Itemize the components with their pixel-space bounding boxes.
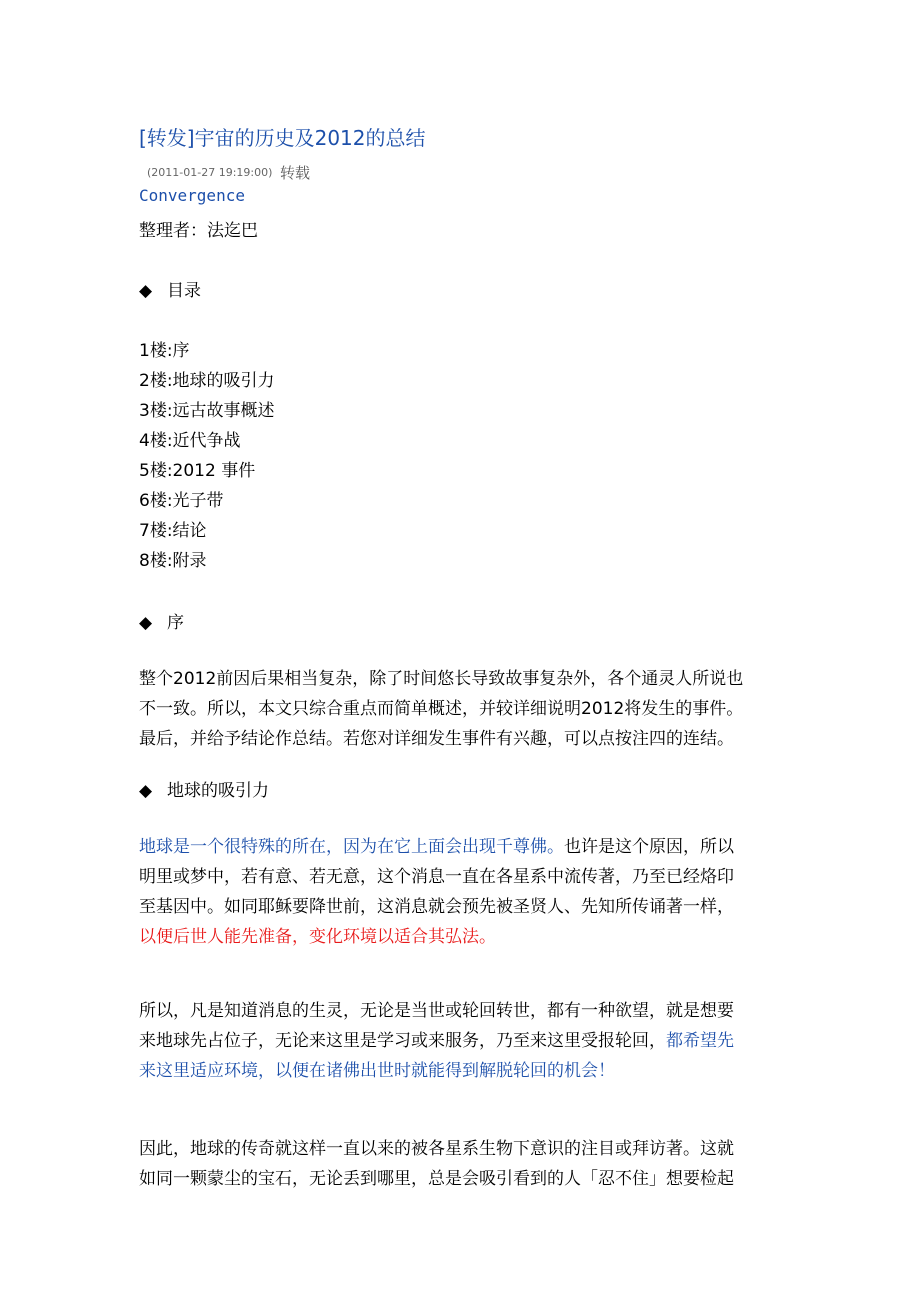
paragraph-line: 整个2012前因后果相当复杂，除了时间悠长导致故事复杂外，各个通灵人所说也 bbox=[139, 669, 744, 689]
preface-heading bbox=[139, 608, 184, 633]
gravity-paragraph-3 bbox=[139, 1134, 784, 1194]
highlight-blue-text: 来这里适应环境，以便在诸佛出世时就能得到解脱轮回的机会！ bbox=[139, 1061, 615, 1081]
highlight-blue-text: 地球是一个很特殊的所在，因为在它上面会出现千尊佛。 bbox=[139, 837, 564, 857]
paragraph-line bbox=[139, 832, 784, 862]
toc-item: 7楼:结论 bbox=[139, 521, 207, 541]
paragraph-line: 至基因中。如同耶稣要降世前，这消息就会预先被圣贤人、先知所传诵著一样， bbox=[139, 897, 734, 917]
table-of-contents bbox=[139, 336, 275, 576]
paragraph-line: 因此，地球的传奇就这样一直以来的被各星系生物下意识的注目或拜访著。这就 bbox=[139, 1139, 734, 1159]
paragraph-line: 如同一颗蒙尘的宝石，无论丢到哪里，总是会吸引看到的人「忍不住」想要检起 bbox=[139, 1169, 734, 1189]
toc-heading bbox=[139, 276, 201, 301]
post-date: (2011-01-27 19:19:00) bbox=[147, 166, 273, 179]
paragraph-text: 也许是这个原因，所以 bbox=[564, 837, 734, 857]
gravity-heading-label: 地球的吸引力 bbox=[167, 781, 269, 801]
gravity-paragraph-2 bbox=[139, 996, 784, 1086]
toc-item: 5楼:2012 事件 bbox=[139, 461, 256, 481]
diamond-bullet-icon: ◆ bbox=[139, 281, 153, 301]
gravity-heading bbox=[139, 776, 269, 801]
preface-heading-label: 序 bbox=[167, 613, 184, 633]
toc-item: 8楼:附录 bbox=[139, 551, 207, 571]
article-title: [转发]宇宙的历史及2012的总结 bbox=[139, 126, 426, 150]
preface-paragraph bbox=[139, 664, 784, 754]
diamond-bullet-icon: ◆ bbox=[139, 613, 153, 633]
toc-item: 4楼:近代争战 bbox=[139, 431, 241, 451]
paragraph-line: 明里或梦中，若有意、若无意，这个消息一直在各星系中流传著，乃至已经烙印 bbox=[139, 867, 734, 887]
paragraph-line: 所以，凡是知道消息的生灵，无论是当世或轮回转世，都有一种欲望，就是想要 bbox=[139, 1001, 734, 1021]
diamond-bullet-icon: ◆ bbox=[139, 781, 153, 801]
highlight-blue-text: 都希望先 bbox=[666, 1031, 734, 1051]
paragraph-text: 来地球先占位子，无论来这里是学习或来服务，乃至来这里受报轮回， bbox=[139, 1031, 666, 1051]
toc-item: 2楼:地球的吸引力 bbox=[139, 371, 275, 391]
paragraph-line: 最后，并给予结论作总结。若您对详细发生事件有兴趣，可以点按注四的连结。 bbox=[139, 729, 734, 749]
paragraph-line bbox=[139, 1026, 784, 1056]
repost-tag: 转载 bbox=[280, 164, 311, 182]
author-chinese: 整理者：法迄巴 bbox=[139, 221, 258, 241]
paragraph-line: 不一致。所以，本文只综合重点而简单概述，并较详细说明2012将发生的事件。 bbox=[139, 699, 744, 719]
author-english: Convergence bbox=[139, 186, 245, 205]
gravity-paragraph-1 bbox=[139, 832, 784, 952]
toc-item: 6楼:光子带 bbox=[139, 491, 224, 511]
toc-item: 3楼:远古故事概述 bbox=[139, 401, 275, 421]
toc-item: 1楼:序 bbox=[139, 341, 190, 361]
toc-heading-label: 目录 bbox=[167, 281, 201, 301]
highlight-red-text: 以便后世人能先准备，变化环境以适合其弘法。 bbox=[139, 927, 496, 947]
